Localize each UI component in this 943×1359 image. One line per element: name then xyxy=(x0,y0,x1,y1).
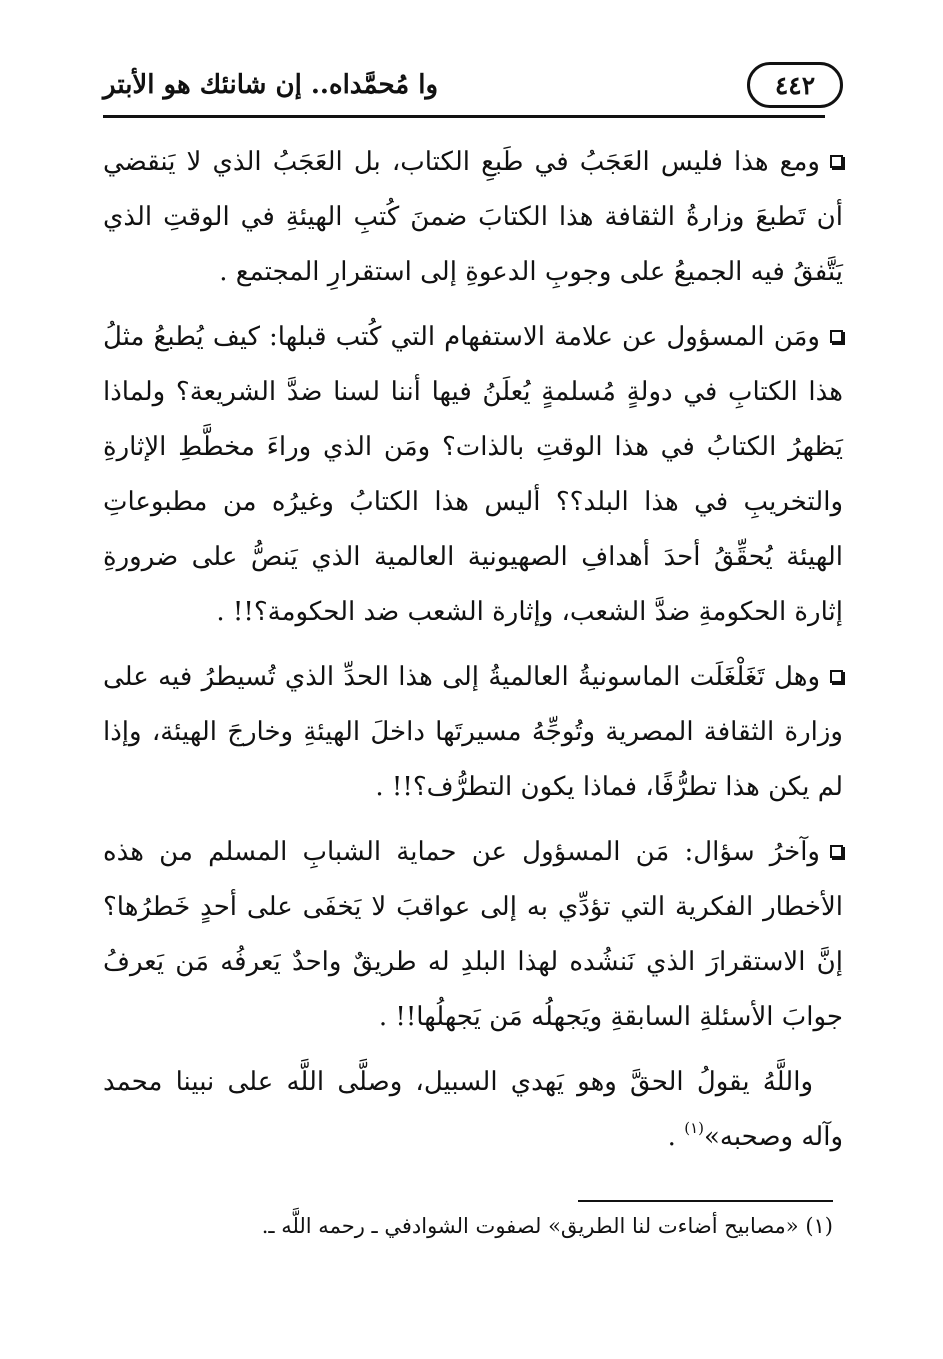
square-bullet-icon xyxy=(830,330,843,343)
footnote: (١) «مصابيح أضاءت لنا الطريق» لصفوت الشوادفي ـ رحمه اللَّه ـ. xyxy=(261,1214,833,1238)
running-title: وا مُحمَّداه.. إن شانئك هو الأبتر xyxy=(103,70,439,100)
closing-paragraph xyxy=(103,1055,843,1168)
footnote-separator xyxy=(578,1200,833,1202)
paragraph-3 xyxy=(103,650,843,815)
paragraph-text: وآخرُ سؤال: مَن المسؤول عن حماية الشبابِ المسلم من هذه الأخطار الفكرية التي تؤدِّي به إلى عواقبَ لا يَخفَى على أحدٍ خَطرُها؟ إنَّ الاستقرارَ الذي نَنشُده لهذا البلدِ له طريقٌ واحدٌ يَعرفُه مَن يَعرفُ جوابَ الأسئلةِ السابقةِ ويَجهلُه مَن يَجهلُها!! . xyxy=(103,837,843,1032)
square-bullet-icon xyxy=(830,670,843,683)
paragraph-text: ومع هذا فليس العَجَبُ في طَبعِ الكتاب، بل العَجَبُ الذي لا يَنقضي أن تَطبعَ وزارةُ الثقافة هذا الكتابَ ضمنَ كُتبِ الهيئةِ في الوقتِ الذي يَتَّفقُ فيه الجميعُ على وجوبِ الدعوةِ إلى استقرارِ المجتمع . xyxy=(103,147,843,287)
paragraph-1 xyxy=(103,135,843,300)
footnote-reference: (١) xyxy=(684,1119,704,1137)
header-rule xyxy=(103,115,825,118)
paragraph-4 xyxy=(103,825,843,1045)
page-header xyxy=(103,60,843,118)
paragraph-text: وهل تَغَلْغَلَت الماسونيةُ العالميةُ إلى هذا الحدِّ الذي تُسيطرُ فيه على وزارة الثقافة المصرية وتُوجِّهُ مسيرتَها داخلَ الهيئةِ وخارجَ الهيئة، وإذا لم يكن هذا تطرُّفًا، فماذا يكون التطرُّف؟!! . xyxy=(103,662,843,802)
closing-text: واللَّهُ يقولُ الحقَّ وهو يَهدي السبيل، وصلَّى اللَّه على نبينا محمد وآله وصحبه» xyxy=(103,1067,843,1152)
page-number: ٤٤٢ xyxy=(747,62,843,108)
paragraph-2 xyxy=(103,310,843,640)
paragraph-text: ومَن المسؤول عن علامة الاستفهام التي كُتب قبلها: كيف يُطبعُ مثلُ هذا الكتابِ في دولةٍ مُسلمةٍ يُعلَنُ فيها أننا لسنا ضدَّ الشريعة؟ ولماذا يَظهرُ الكتابُ في هذا الوقتِ بالذات؟ ومَن الذي وراءَ مخطَّطِ الإثارةِ والتخريبِ في هذا البلد؟؟ أليس هذا الكتابُ وغيرُه من مطبوعاتِ الهيئة يُحقِّقُ أحدَ أهدافِ الصهيونية العالمية الذي يَنصُّ على ضرورةِ إثارة الحكومةِ ضدَّ الشعب، وإثارة الشعب ضد الحكومة؟!! . xyxy=(103,322,843,627)
square-bullet-icon xyxy=(830,845,843,858)
square-bullet-icon xyxy=(830,155,843,168)
closing-tail: . xyxy=(667,1122,685,1152)
body-text xyxy=(103,135,843,1178)
